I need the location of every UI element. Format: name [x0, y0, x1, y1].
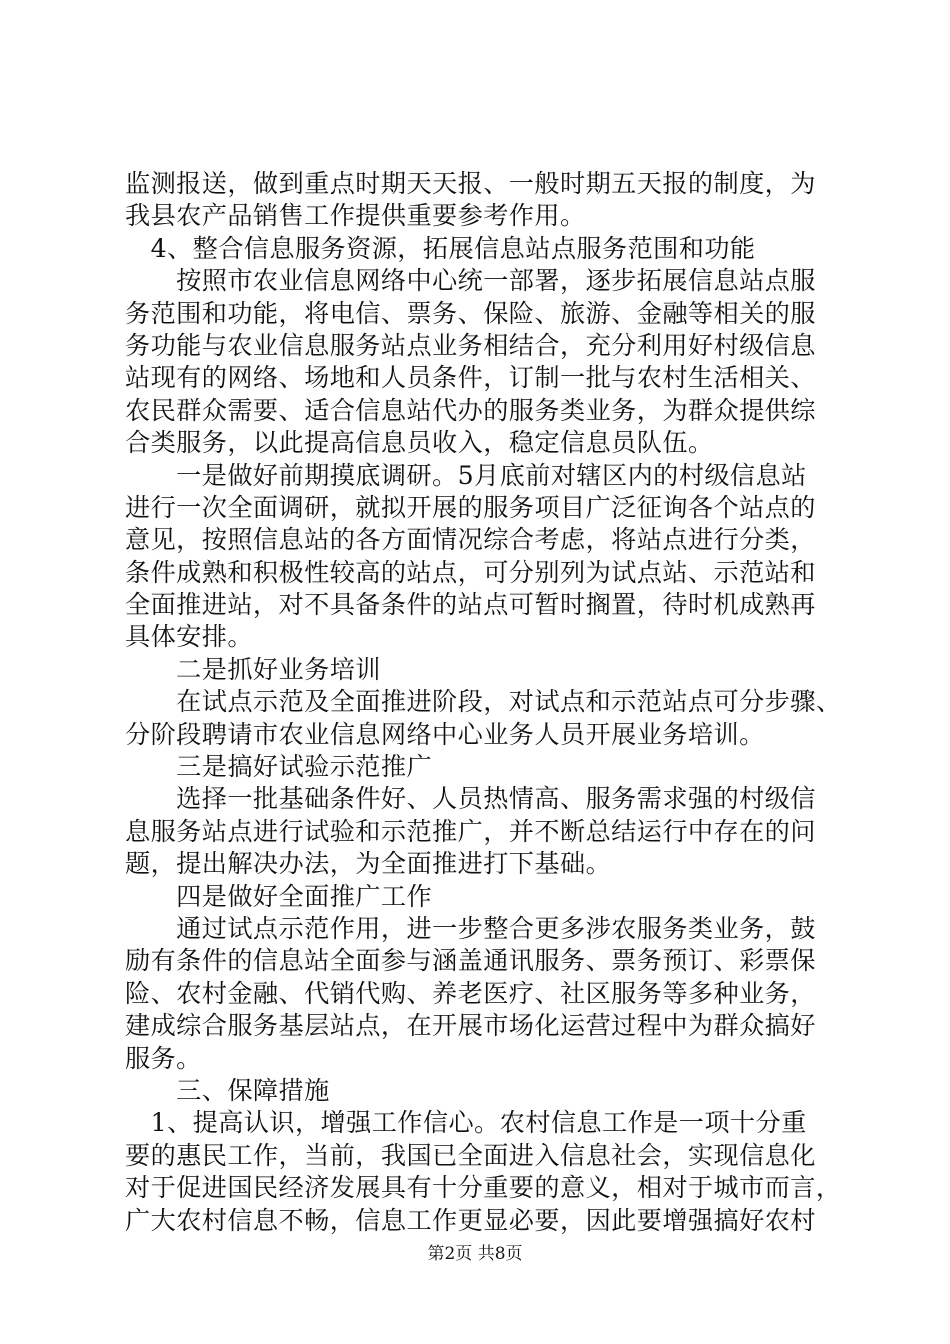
text-line: 分阶段聘请市农业信息网络中心业务人员开展业务培训。: [125, 719, 765, 749]
text-line: 务范围和功能，将电信、票务、保险、旅游、金融等相关的服: [125, 298, 816, 328]
text-line: 务功能与农业信息服务站点业务相结合，充分利用好村级信息: [125, 330, 816, 360]
text-line: 站现有的网络、场地和人员条件，订制一批与农村生活相关、: [125, 363, 816, 393]
text-line: 三是搞好试验示范推广: [125, 752, 433, 782]
body-text: [125, 168, 845, 1237]
text-line: 我县农产品销售工作提供重要参考作用。: [125, 201, 586, 231]
text-line: 对于促进国民经济发展具有十分重要的意义，相对于城市而言，: [125, 1173, 842, 1203]
text-line: 息服务站点进行试验和示范推广，并不断总结运行中存在的问: [125, 816, 816, 846]
text-line: 监测报送，做到重点时期天天报、一般时期五天报的制度，为: [125, 169, 816, 198]
text-line: 全面推进站，对不具备条件的站点可暂时搁置，待时机成熟再: [125, 590, 816, 620]
text-line: 要的惠民工作，当前，我国已全面进入信息社会，实现信息化: [125, 1140, 816, 1170]
text-line: 在试点示范及全面推进阶段，对试点和示范站点可分步骤、: [125, 687, 842, 717]
text-line: 广大农村信息不畅，信息工作更显必要，因此要增强搞好农村: [125, 1205, 816, 1235]
text-line: 题，提出解决办法，为全面推进打下基础。: [125, 849, 612, 879]
text-line: 进行一次全面调研，就拟开展的服务项目广泛征询各个站点的: [125, 492, 816, 522]
text-line: 励有条件的信息站全面参与涵盖通讯服务、票务预订、彩票保: [125, 946, 816, 976]
text-line: 合类服务，以此提高信息员收入，稳定信息员队伍。: [125, 428, 714, 458]
text-line: 具体安排。: [125, 622, 253, 652]
text-line: 选择一批基础条件好、人员热情高、服务需求强的村级信: [125, 784, 816, 814]
text-line: 一是做好前期摸底调研。5月底前对辖区内的村级信息站: [125, 460, 807, 490]
text-line: 二是抓好业务培训: [125, 654, 381, 684]
text-line: 4、整合信息服务资源，拓展信息站点服务范围和功能: [125, 233, 756, 263]
text-line: 四是做好全面推广工作: [125, 881, 433, 911]
text-line: 三、保障措施: [125, 1075, 330, 1105]
text-line: 按照市农业信息网络中心统一部署，逐步拓展信息站点服: [125, 266, 816, 296]
text-line: 服务。: [125, 1043, 202, 1073]
text-line: 建成综合服务基层站点，在开展市场化运营过程中为群众搞好: [125, 1011, 816, 1041]
text-line: 条件成熟和积极性较高的站点，可分别列为试点站、示范站和: [125, 557, 816, 587]
text-line: 险、农村金融、代销代购、养老医疗、社区服务等多种业务，: [125, 978, 816, 1008]
page-footer: 第2页 共8页: [427, 1244, 523, 1264]
text-line: 1、提高认识，增强工作信心。农村信息工作是一项十分重: [125, 1108, 807, 1138]
text-line: 农民群众需要、适合信息站代办的服务类业务，为群众提供综: [125, 395, 816, 425]
text-line: 意见，按照信息站的各方面情况综合考虑，将站点进行分类，: [125, 525, 816, 555]
text-line: 通过试点示范作用，进一步整合更多涉农服务类业务，鼓: [125, 913, 816, 943]
